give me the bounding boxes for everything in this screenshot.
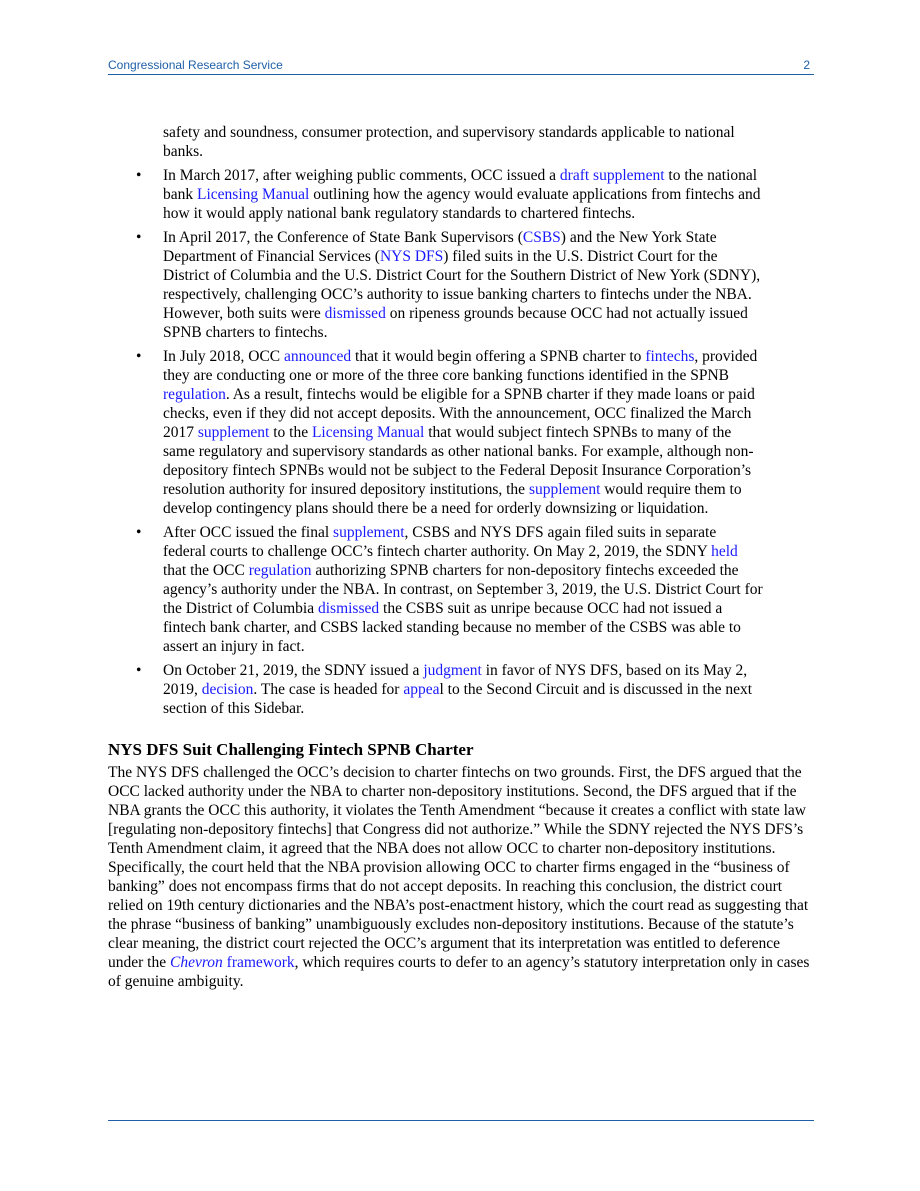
link-regulation[interactable]: regulation xyxy=(248,562,312,579)
section-paragraph xyxy=(108,763,814,991)
link-csbs[interactable]: CSBS xyxy=(522,229,561,246)
link-dismissed[interactable]: dismissed xyxy=(317,600,380,617)
text-run: in favor of NYS DFS, based on its May 2, 2019, xyxy=(163,662,748,698)
bullet-icon: • xyxy=(136,229,142,246)
text-run: to the xyxy=(269,424,312,441)
continued-text: safety and soundness, consumer protection, and supervisory standards applicable to national banks. xyxy=(163,124,735,160)
text-run: In April 2017, the Conference of State Bank Supervisors ( xyxy=(163,229,523,246)
link-appeal[interactable]: appea xyxy=(403,681,440,698)
link-draft-supplement[interactable]: draft supplement xyxy=(559,167,665,184)
text-run: In July 2018, OCC xyxy=(163,348,284,365)
list-item xyxy=(136,661,763,718)
text-run: to the national bank xyxy=(163,167,758,203)
text-run: the CSBS suit as unripe because OCC had not issued a fintech bank charter, and CSBS lacked standing because no member of the CSBS was able to assert an injury in fact. xyxy=(163,600,741,655)
list-item xyxy=(136,166,763,223)
link-supplement[interactable]: supplement xyxy=(528,481,601,498)
link-announced[interactable]: announced xyxy=(284,348,352,365)
text-run: outlining how the agency would evaluate applications from fintechs and how it would apply national bank regulatory standards to chartered fintechs. xyxy=(163,186,761,222)
header-org: Congressional Research Service xyxy=(108,58,283,72)
link-regulation[interactable]: regulation xyxy=(163,386,226,403)
link-rest-part: framework xyxy=(222,954,295,971)
link-fintechs[interactable]: fintechs xyxy=(645,348,695,365)
link-decision[interactable]: decision xyxy=(201,681,254,698)
bullet-icon: • xyxy=(136,524,142,541)
text-run: l to the Second Circuit and is discussed in the next section of this Sidebar. xyxy=(163,681,753,717)
text-run: The NYS DFS challenged the OCC’s decision to charter fintechs on two grounds. First, the DFS argued that the OCC lacked authority under the NBA to charter non-depository institutions. Second, the DFS argued that if the NBA grants the OCC this authority, it violates the Tenth Amendment “because it creates a conflict with state law [regulating non-depository fintechs] that Congress did not authorize.” While the SDNY rejected the NYS DFS’s Tenth Amendment claim, it agreed that the NBA does not allow OCC to charter non-depository institutions. Specifically, the court held that the NBA provision allowing OCC to charter firms engaged in the “business of banking” does not encompass firms that do not accept deposits. In reaching this conclusion, the district court relied on 19th century dictionaries and the NBA’s post-enactment history, which the court read as suggesting that the phrase “business of banking” unambiguously excludes non-depository institutions. Because of the statute’s clear meaning, the district court rejected the OCC’s argument that its interpretation was entitled to deference under the xyxy=(108,764,809,971)
link-chevron-framework[interactable] xyxy=(170,954,295,971)
link-supplement[interactable]: supplement xyxy=(197,424,270,441)
bullet-icon: • xyxy=(136,348,142,365)
footer-rule xyxy=(108,1120,814,1121)
bullet-icon: • xyxy=(136,167,142,184)
link-italic-part: Chevron xyxy=(169,954,223,971)
bullet-list xyxy=(108,166,814,718)
link-nys-dfs[interactable]: NYS DFS xyxy=(379,248,444,265)
text-run: , CSBS and NYS DFS again filed suits in separate federal courts to challenge OCC’s fintech charter authority. On May 2, 2019, the SDNY xyxy=(163,524,717,560)
page-number: 2 xyxy=(803,58,810,72)
list-item xyxy=(136,347,763,518)
text-run: On October 21, 2019, the SDNY issued a xyxy=(163,662,424,679)
bullet-icon: • xyxy=(136,662,142,679)
text-run: ) filed suits in the U.S. District Court for the District of Columbia and the U.S. District Court for the Southern District of New York (SDNY), respectively, challenging OCC’s authority to issue banking charters to fintechs under the NBA. However, both suits were xyxy=(163,248,761,322)
page-header xyxy=(108,58,814,75)
text-run: . The case is headed for xyxy=(253,681,404,698)
document-body xyxy=(108,123,814,991)
text-run: After OCC issued the final xyxy=(163,524,334,541)
link-held[interactable]: held xyxy=(711,543,738,560)
text-run: that the OCC xyxy=(163,562,249,579)
list-item xyxy=(136,523,763,656)
text-run: would require them to develop contingency plans should there be a need for orderly downsizing or liquidation. xyxy=(163,481,742,517)
text-run: In March 2017, after weighing public comments, OCC issued a xyxy=(163,167,560,184)
text-run: authorizing SPNB charters for non-depository fintechs exceeded the agency’s authority under the NBA. In contrast, on September 3, 2019, the U.S. District Court for the District of Columbia xyxy=(163,562,763,617)
link-licensing-manual[interactable]: Licensing Manual xyxy=(197,186,310,203)
section-heading: NYS DFS Suit Challenging Fintech SPNB Charter xyxy=(108,740,474,759)
text-run: that it would begin offering a SPNB charter to xyxy=(351,348,646,365)
text-run: , which requires courts to defer to an agency’s statutory interpretation only in cases of genuine ambiguity. xyxy=(108,954,810,990)
text-run: on ripeness grounds because OCC had not actually issued SPNB charters to fintechs. xyxy=(163,305,748,341)
link-supplement[interactable]: supplement xyxy=(333,524,405,541)
link-licensing-manual[interactable]: Licensing Manual xyxy=(311,424,425,441)
link-judgment[interactable]: judgment xyxy=(423,662,482,679)
list-item xyxy=(136,228,763,342)
text-run: . As a result, fintechs would be eligible for a SPNB charter if they made loans or paid checks, even if they did not accept deposits. With the announcement, OCC finalized the March 2017 xyxy=(163,386,755,441)
text-run: that would subject fintech SPNBs to many of the same regulatory and supervisory standards as other national banks. For example, although non-depository fintech SPNBs would not be subject to the Federal Deposit Insurance Corporation’s resolution authority for insured depository institutions, the xyxy=(163,424,754,498)
text-run: ) and the New York State Department of Financial Services ( xyxy=(163,229,717,265)
text-run: , provided they are conducting one or more of the three core banking functions identified in the SPNB xyxy=(163,348,758,384)
link-dismissed[interactable]: dismissed xyxy=(324,305,386,322)
